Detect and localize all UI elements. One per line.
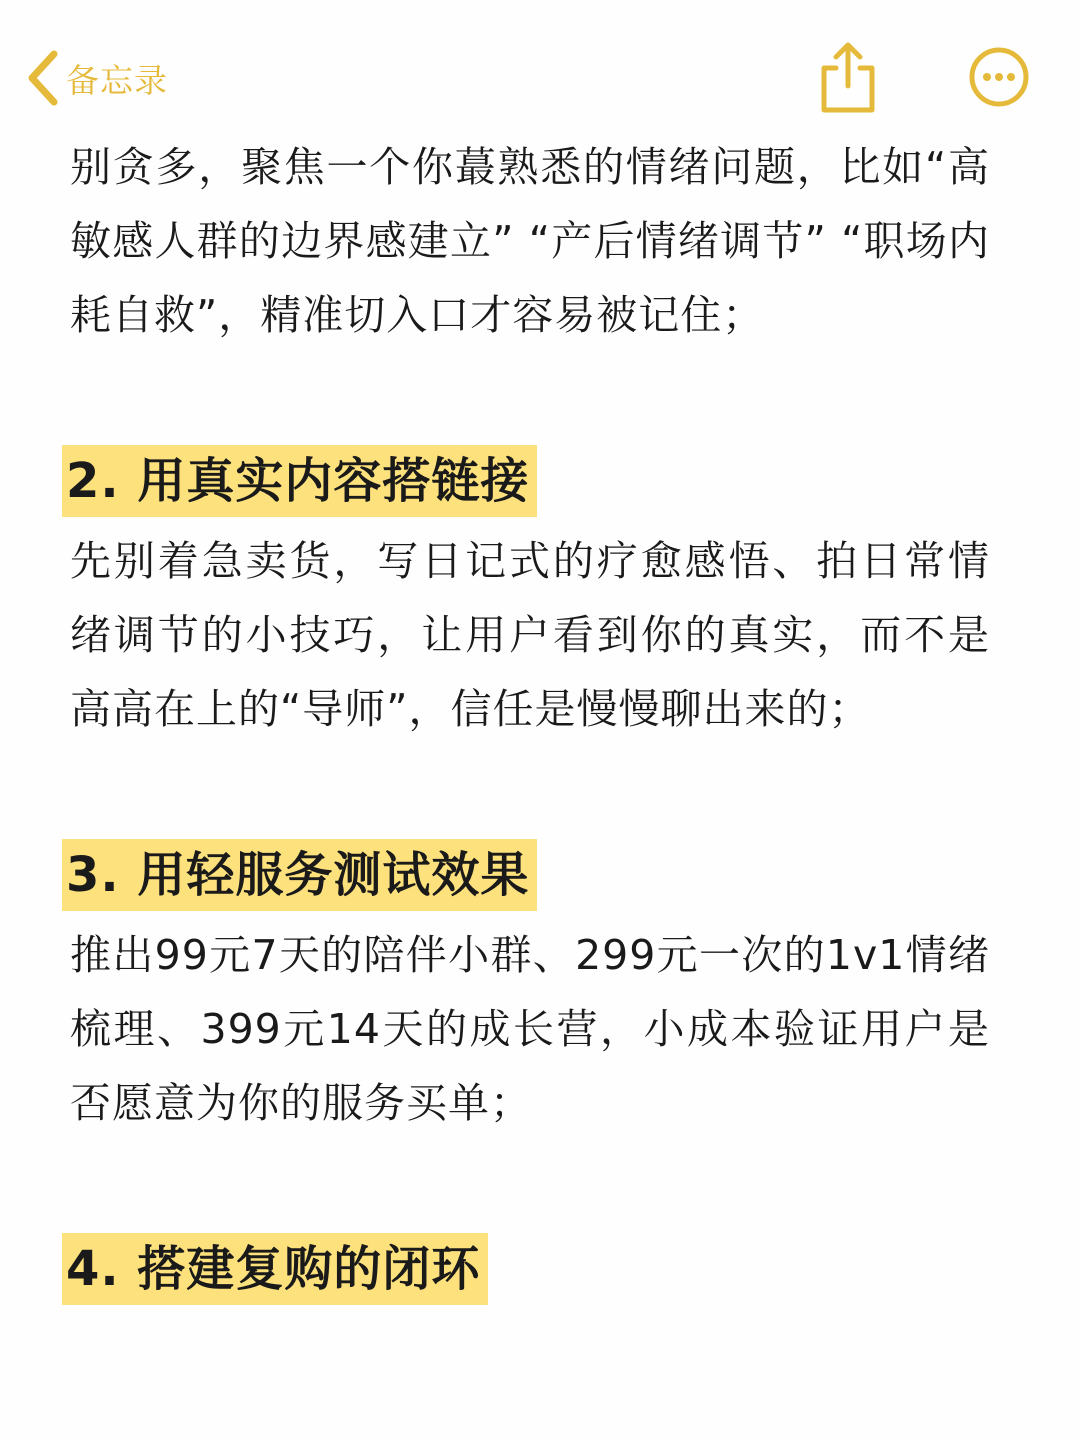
- note-body: [66, 130, 990, 1312]
- intro-paragraph: 别贪多，聚焦一个你蕞熟悉的情绪问题，比如“高敏感人群的边界感建立” “产后情绪调节” “职场内耗自救”，精准切入口才容易被记住；: [70, 143, 990, 339]
- section-heading-4: 4. 搭建复购的闭环: [62, 1233, 488, 1305]
- back-label: 备忘录: [66, 60, 168, 100]
- more-icon[interactable]: [968, 46, 1030, 108]
- nav-bar: [0, 0, 1080, 150]
- section-body-2: 先别着急卖货，写日记式的疗愈感悟、拍日常情绪调节的小技巧，让用户看到你的真实，而不是高高在上的“导师”，信任是慢慢聊出来的；: [70, 537, 990, 733]
- chevron-left-icon: [22, 48, 62, 108]
- section-heading-2: 2. 用真实内容搭链接: [62, 445, 537, 517]
- section-body-3: 推出99元7天的陪伴小群、299元一次的1v1情绪梳理、399元14天的成长营，小成本验证用户是否愿意为你的服务买单；: [70, 931, 990, 1127]
- share-icon[interactable]: [816, 40, 880, 114]
- section-heading-3: 3. 用轻服务测试效果: [62, 839, 537, 911]
- back-button[interactable]: [22, 48, 168, 108]
